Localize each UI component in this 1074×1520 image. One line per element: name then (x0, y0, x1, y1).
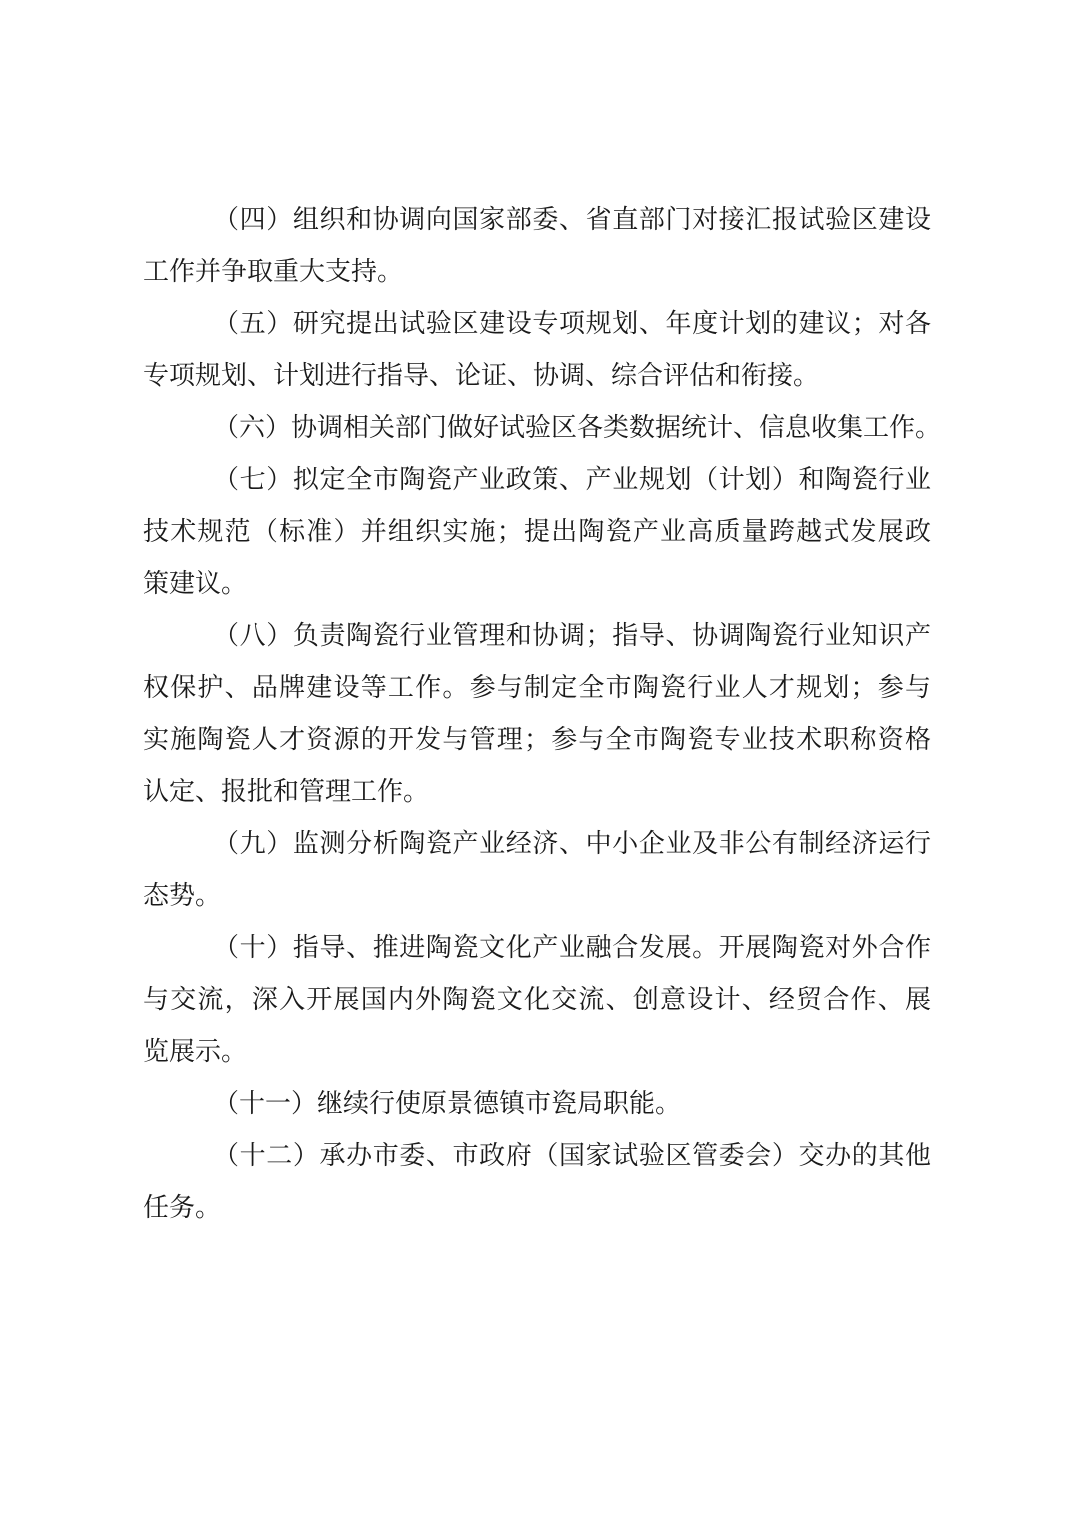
paragraph-line: 览展示。 (143, 1037, 248, 1067)
paragraph-line: （五）研究提出试验区建设专项规划、年度计划的建议；对各 (213, 309, 931, 339)
paragraph-line: （四）组织和协调向国家部委、省直部门对接汇报试验区建设 (213, 205, 931, 235)
paragraph (143, 610, 931, 818)
paragraph-line: （九）监测分析陶瓷产业经济、中小企业及非公有制经济运行 (213, 829, 931, 859)
paragraph (143, 1078, 931, 1130)
paragraph-line: 任务。 (143, 1193, 222, 1223)
paragraph-line: 实施陶瓷人才资源的开发与管理；参与全市陶瓷专业技术职称资格 (143, 725, 931, 755)
paragraph-line: （六）协调相关部门做好试验区各类数据统计、信息收集工作。 (213, 413, 942, 443)
paragraph-line: （十二）承办市委、市政府（国家试验区管委会）交办的其他 (213, 1141, 931, 1171)
paragraph-line: 工作并争取重大支持。 (143, 257, 404, 287)
paragraph (143, 454, 931, 610)
paragraph-line: （十）指导、推进陶瓷文化产业融合发展。开展陶瓷对外合作 (213, 933, 931, 963)
paragraph (143, 298, 931, 402)
paragraph (143, 194, 931, 298)
paragraph (143, 922, 931, 1078)
paragraph-line: 与交流，深入开展国内外陶瓷文化交流、创意设计、经贸合作、展 (143, 985, 931, 1015)
paragraph (143, 1130, 931, 1234)
paragraph (143, 818, 931, 922)
paragraph-line: （七）拟定全市陶瓷产业政策、产业规划（计划）和陶瓷行业 (213, 465, 931, 495)
paragraph-line: 态势。 (143, 881, 222, 911)
paragraph-line: （十一）继续行使原景德镇市瓷局职能。 (213, 1089, 682, 1119)
paragraph (143, 402, 942, 454)
paragraph-line: 认定、报批和管理工作。 (143, 777, 430, 807)
paragraph-line: 技术规范（标准）并组织实施；提出陶瓷产业高质量跨越式发展政 (143, 517, 931, 547)
document-body (143, 194, 942, 1234)
paragraph-line: 专项规划、计划进行指导、论证、协调、综合评估和衔接。 (143, 361, 820, 391)
paragraph-line: 策建议。 (143, 569, 248, 599)
paragraph-line: 权保护、品牌建设等工作。参与制定全市陶瓷行业人才规划；参与 (143, 673, 931, 703)
paragraph-line: （八）负责陶瓷行业管理和协调；指导、协调陶瓷行业知识产 (213, 621, 931, 651)
